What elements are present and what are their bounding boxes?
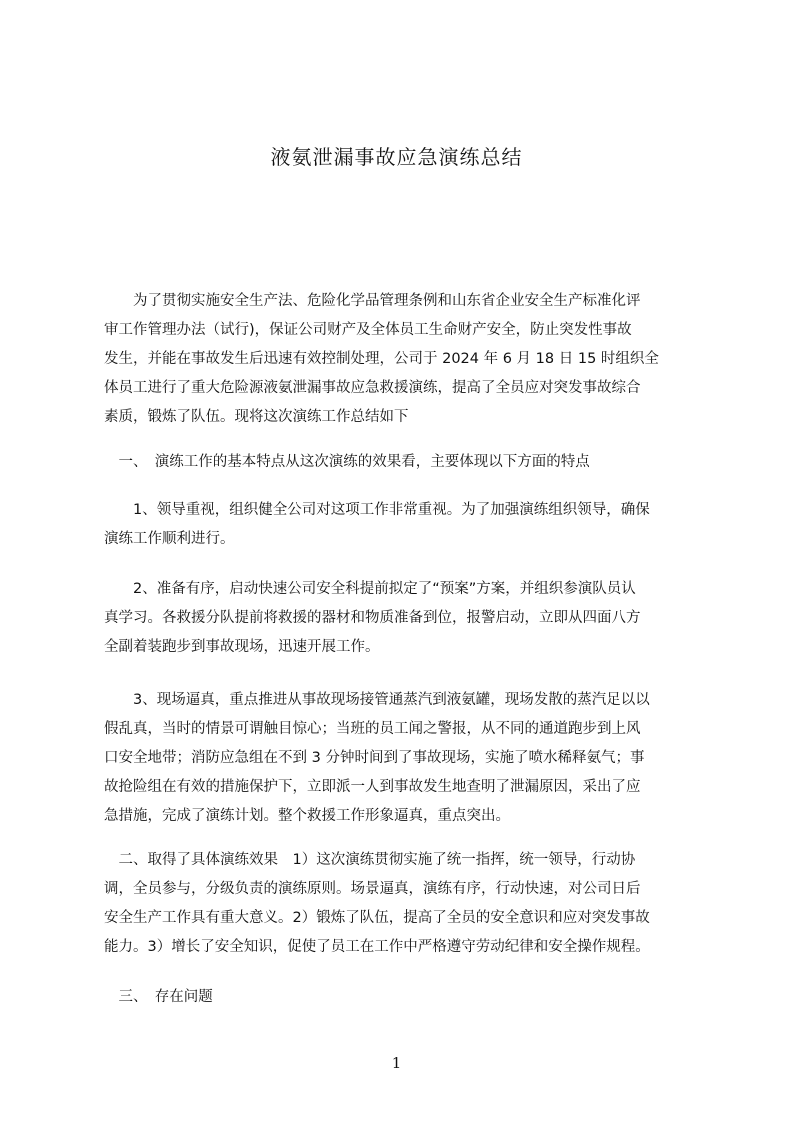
text-line: 发生，并能在事故发生后迅速有效控制处理，公司于 2024 年 6 月 18 日 15 时组织全 (104, 351, 659, 367)
heading-text: 三、 存在问题 (104, 989, 213, 1005)
point-2-paragraph (104, 575, 704, 662)
text-line: 3、现场逼真，重点推进从事故现场接管通蒸汽到液氨罐，现场发散的蒸汽足以以 (104, 692, 650, 708)
text-line: 调，全员参与，分级负责的演练原则。场景逼真，演练有序，行动快速，对公司日后 (104, 881, 641, 897)
section-heading-1 (104, 448, 704, 477)
text-line: 素质，锻炼了队伍。现将这次演练工作总结如下 (104, 409, 409, 425)
heading-text: 一、 演练工作的基本特点从这次演练的效果看，主要体现以下方面的特点 (104, 454, 590, 470)
text-line: 能力。3）增长了安全知识，促使了员工在工作中严格遵守劳动纪律和安全操作规程。 (104, 939, 650, 955)
text-line: 审工作管理办法（试行)，保证公司财产及全体员工生命财产安全，防止突发性事故 (104, 322, 632, 338)
section-2-paragraph (104, 846, 704, 962)
text-line: 安全生产工作具有重大意义。2）锻炼了队伍，提高了全员的安全意识和应对突发事故 (104, 910, 650, 926)
text-line: 二、取得了具体演练效果 1）这次演练贯彻实施了统一指挥，统一领导，行动协 (104, 852, 636, 868)
text-line: 2、准备有序，启动快速公司安全科提前拟定了“预案”方案，并组织参演队员认 (104, 581, 636, 597)
text-line: 全副着装跑步到事故现场，迅速开展工作。 (104, 639, 380, 655)
page-number: 1 (391, 1054, 402, 1072)
document-title: 液氨泄漏事故应急演练总结 (270, 145, 523, 169)
text-line: 演练工作顺利进行。 (104, 531, 235, 547)
intro-paragraph (104, 287, 704, 432)
point-1-paragraph (104, 496, 704, 554)
text-line: 口安全地带；消防应急组在不到 3 分钟时间到了事故现场，实施了喷水稀释氨气；事 (104, 750, 645, 766)
section-heading-3 (104, 983, 704, 1012)
text-line: 假乱真，当时的情景可谓触目惊心；当班的员工闻之警报，从不同的通道跑步到上风 (104, 721, 641, 737)
text-line: 真学习。各救援分队提前将救援的器材和物质准备到位，报警启动，立即从四面八方 (104, 610, 641, 626)
text-line: 1、领导重视，组织健全公司对这项工作非常重视。为了加强演练组织领导，确保 (104, 502, 650, 518)
text-line: 为了贯彻实施安全生产法、危险化学品管理条例和山东省企业安全生产标准化评 (104, 293, 641, 309)
text-line: 故抢险组在有效的措施保护下，立即派一人到事故发生地查明了泄漏原因，采出了应 (104, 779, 641, 795)
text-line: 急措施，完成了演练计划。整个救援工作形象逼真，重点突出。 (104, 808, 510, 824)
point-3-paragraph (104, 686, 704, 831)
text-line: 体员工进行了重大危险源液氨泄漏事故应急救援演练，提高了全员应对突发事故综合 (104, 380, 641, 396)
